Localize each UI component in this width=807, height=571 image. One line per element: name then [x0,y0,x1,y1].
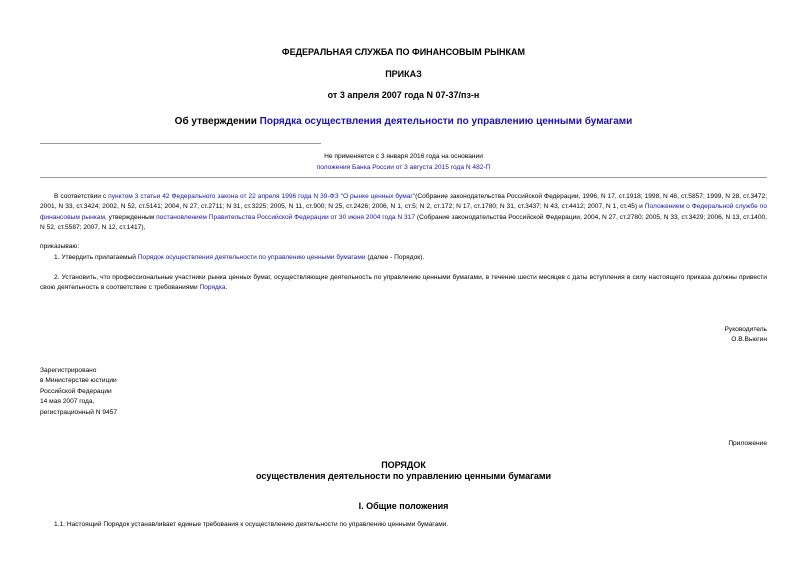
order-title-link[interactable]: Порядка осуществления деятельности по управлению ценными бумагами [259,116,633,127]
registration-line-1: Зарегистрировано [40,367,97,374]
appendix-label: Приложение [728,440,767,447]
order-title [40,116,767,127]
section-heading: I. Общие положения [358,501,449,511]
order-title-prefix: Об утверждении [174,116,260,127]
item-1-post: (далее - Порядок). [365,254,425,261]
preamble-paragraph [40,192,767,234]
signature-name: О.В.Вьюгин [731,336,767,344]
signature-block [725,325,767,346]
signature-role: Руководитель [724,326,767,333]
appendix-subtitle: осуществления деятельности по управлению ценными бумагами [255,471,552,481]
registration-line-2: в Министерстве юстиции [40,377,117,385]
item-1 [40,253,767,263]
law-link[interactable]: пунктом 3 статьи 42 Федерального закона от 22 апреля 1996 года N 39-ФЗ "О рынке ценных бумаг" [108,193,416,200]
notice-line: Не применяется с 3 января 2016 года на основании [324,153,483,160]
notice-link[interactable]: положения Банка России от 3 августа 2015 года N 482-П [316,164,491,171]
registration-block [40,366,117,418]
procedure-link[interactable]: Порядок осуществления деятельности по управлению ценными бумагами [137,254,366,261]
government-decree-link[interactable]: постановлением Правительства Российской Федерации от 30 июня 2004 года N 317 [156,213,416,221]
preamble-text-1: В соответствии с [54,193,109,200]
agency-heading: ФЕДЕРАЛЬНАЯ СЛУЖБА ПО ФИНАНСОВЫМ РЫНКАМ [281,47,526,57]
clause-1-1: 1.1. Настоящий Порядок устанавливает единые требования к осуществлению деятельности по управлению ценными бумагами. [54,521,449,528]
item-2 [40,273,767,294]
appendix-title: ПОРЯДОК [381,460,426,470]
preamble-text-3: , утвержденным [105,213,157,221]
item-2-post: . [225,284,228,292]
registration-line-4: 14 мая 2007 года, [40,398,95,406]
preamble-text-4: (Собрание законодательства Российской Федерации, 2004, N 27, ст.2780; 2005, N 33, ст.3429; 2006, N 13, ст.1400, N 52, ст.5587; 2007, N 12, ст.1417), [40,213,767,232]
procedure-short-link[interactable]: Порядка [199,284,226,292]
notice-link-line [40,163,767,173]
registration-line-5: регистрационный N 9457 [40,408,118,416]
order-word: приказываю: [40,243,80,250]
regulation-link[interactable]: Положением о Федеральной службе по финансовым рынкам [40,203,768,221]
divider-short [40,143,321,144]
doc-type-heading: ПРИКАЗ [385,69,422,79]
preamble-text-2: (Собрание законодательства Российской Федерации, 1996, N 17, ст.1918; 1998, N 48, ст.5857; 1999, N 28, ст.3472; 2001, N 33, ст.3424; 2002, N 52, ст.5141; 2004, N 27, ст.2711; N 31, ст.3225; 2005, N 11, ст.900; N 25, ст.2426; 2006, N 1, ст.5; N 2, ст.172; N 17, ст.1780; N 31, ст.3437; N 43, ст.4412; 2007, N 1, ст.45) и [40,193,767,211]
item-2-pre: 2. Установить, что профессиональные участники рынка ценных бумаг, осуществляющие деятельность по управлению ценными бумагами, в течение шести месяцев с даты вступления в силу настоящего приказа должны привести свою деятельность в соответствие с требованиями [40,274,767,292]
item-1-pre: 1. Утвердить прилагаемый [54,254,138,261]
divider-full [40,177,767,178]
registration-line-3: Российской Федерации [40,387,112,395]
date-number-heading: от 3 апреля 2007 года N 07-37/пз-н [327,90,480,100]
